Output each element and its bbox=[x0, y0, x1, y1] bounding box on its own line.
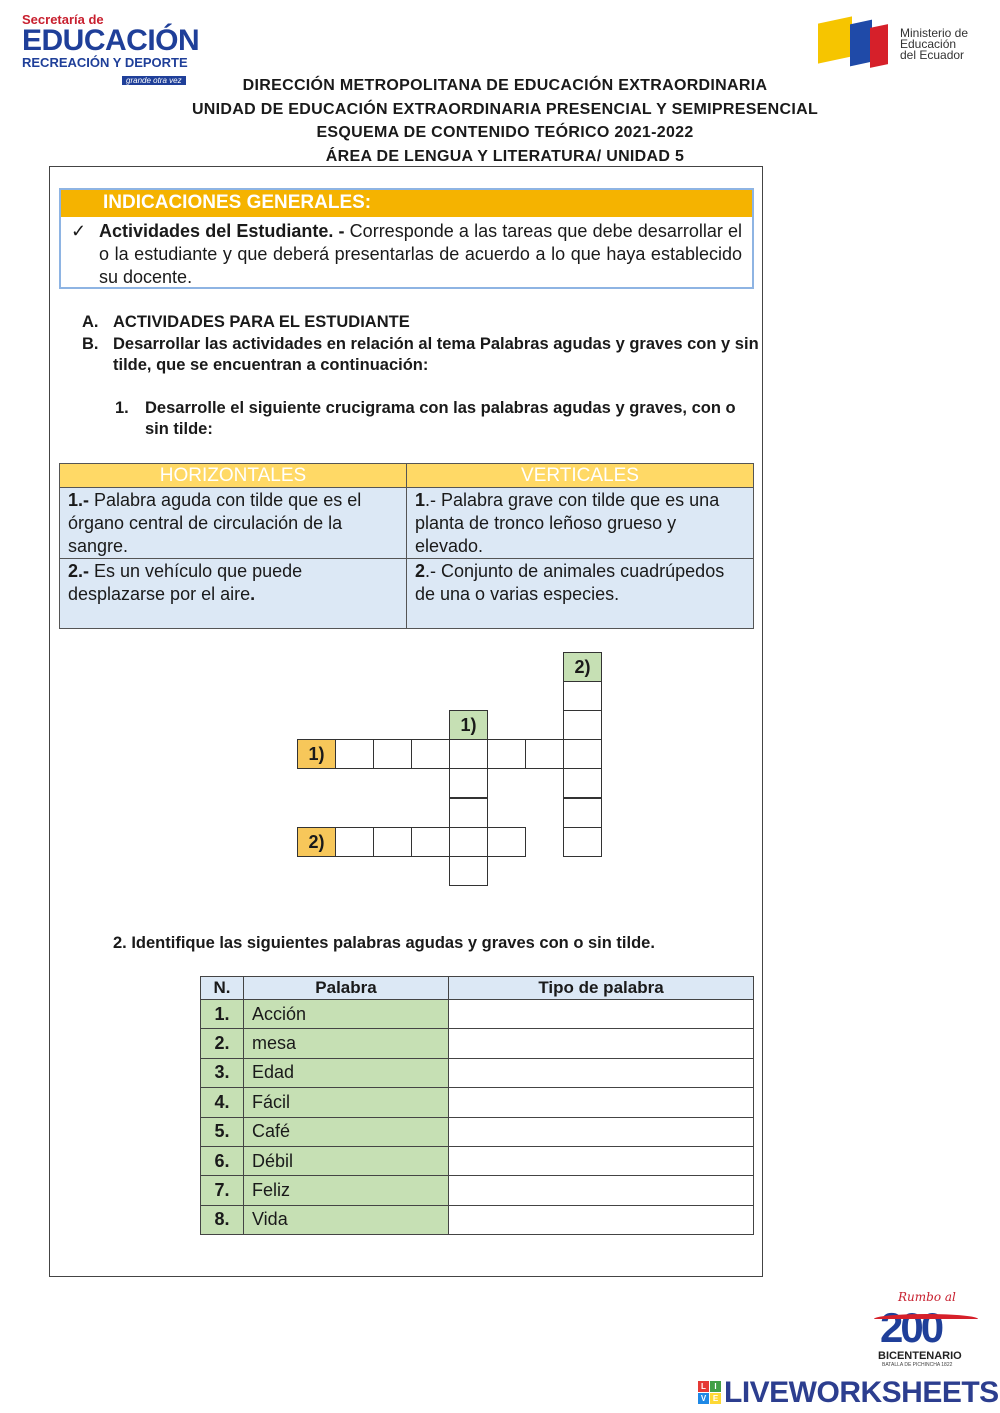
crossword-cell[interactable] bbox=[525, 739, 564, 769]
general-indications-box bbox=[59, 188, 754, 289]
crossword-cell[interactable] bbox=[449, 739, 488, 769]
header-line-1: DIRECCIÓN METROPOLITANA DE EDUCACIÓN EXTRAORDINARIA bbox=[242, 77, 768, 94]
table-row: 7. Feliz bbox=[201, 1176, 754, 1205]
section-b-text: Desarrollar las actividades en relación al tema Palabras agudas y graves con y sin tilde, que se encuentran a continuación: bbox=[113, 335, 759, 374]
clues-table bbox=[59, 463, 754, 629]
section-a: A. ACTIVIDADES PARA EL ESTUDIANTE bbox=[82, 313, 410, 331]
header-line-4: ÁREA DE LENGUA Y LITERATURA/ UNIDAD 5 bbox=[325, 147, 685, 165]
word-type-input[interactable] bbox=[449, 1000, 754, 1029]
crossword-cell[interactable] bbox=[373, 739, 412, 769]
table-row: 4. Fácil bbox=[201, 1088, 754, 1117]
question-1: 1. Desarrolle el siguiente crucigrama con las palabras agudas y graves, con o sin tilde: bbox=[115, 399, 736, 438]
logo-line-3: RECREACIÓN Y DEPORTE bbox=[22, 55, 188, 70]
header-line-3: ESQUEMA DE CONTENIDO TEÓRICO 2021-2022 bbox=[316, 124, 694, 141]
clue-horizontal-1: 1.- Palabra aguda con tilde que es el órgano central de circulación de la sangre. bbox=[60, 488, 407, 559]
logo-tagline: grande otra vez bbox=[122, 76, 186, 85]
table-row: 3. Edad bbox=[201, 1058, 754, 1087]
word-type-input[interactable] bbox=[449, 1058, 754, 1087]
crossword-cell[interactable] bbox=[335, 739, 374, 769]
crossword-cell[interactable] bbox=[449, 768, 488, 798]
crossword-cell[interactable] bbox=[449, 798, 488, 828]
crossword-cell[interactable] bbox=[373, 827, 412, 857]
word-type-input[interactable] bbox=[449, 1176, 754, 1205]
crossword-cell[interactable] bbox=[563, 739, 602, 769]
vertical-header: VERTICALES bbox=[407, 464, 754, 488]
word-type-input[interactable] bbox=[449, 1088, 754, 1117]
crossword-cell[interactable] bbox=[563, 710, 602, 740]
secretaria-educacion-logo bbox=[22, 12, 202, 85]
horizontal-header: HORIZONTALES bbox=[60, 464, 407, 488]
clue-vertical-1: 1.- Palabra grave con tilde que es una planta de tronco leñoso grueso y elevado. bbox=[407, 488, 754, 559]
col-number-header: N. bbox=[201, 977, 244, 1000]
section-b: B. Desarrollar las actividades en relación al tema Palabras agudas y graves con y sin tilde, que se encuentran a continuación: bbox=[82, 335, 759, 374]
ecuador-flag-icon bbox=[818, 20, 890, 68]
word-type-input[interactable] bbox=[449, 1029, 754, 1058]
table-row: 2. mesa bbox=[201, 1029, 754, 1058]
question-2: 2. Identifique las siguientes palabras agudas y graves con o sin tilde. bbox=[113, 934, 655, 952]
logo-line-2: EDUCACIÓN bbox=[22, 24, 200, 57]
crossword-cell[interactable] bbox=[449, 827, 488, 857]
bicentenario-logo: Rumbo al 200 BICENTENARIO BATALLA DE PICHINCHA 1822 bbox=[870, 1290, 982, 1368]
words-table bbox=[200, 976, 754, 1235]
liveworksheets-text: LIVEWORKSHEETS bbox=[724, 1376, 999, 1409]
indications-title: INDICACIONES GENERALES: bbox=[61, 190, 752, 217]
crossword-cell[interactable] bbox=[487, 827, 526, 857]
crossword-label-h2: 2) bbox=[297, 827, 336, 857]
crossword-cell[interactable] bbox=[335, 827, 374, 857]
clue-horizontal-2: 2.- Es un vehículo que puede desplazarse por el aire. bbox=[60, 559, 407, 629]
crossword-cell[interactable] bbox=[411, 739, 450, 769]
ministerio-text: Ministerio de Educación del Ecuador bbox=[900, 26, 969, 62]
table-row: 6. Débil bbox=[201, 1146, 754, 1175]
col-type-header: Tipo de palabra bbox=[449, 977, 754, 1000]
question-1-text: Desarrolle el siguiente crucigrama con las palabras agudas y graves, con o sin tilde: bbox=[145, 399, 736, 438]
liveworksheets-icon: L I V E bbox=[698, 1381, 720, 1403]
clue-vertical-2: 2.- Conjunto de animales cuadrúpedos de una o varias especies. bbox=[407, 559, 754, 629]
crossword-cell[interactable] bbox=[411, 827, 450, 857]
document-header bbox=[0, 74, 1000, 168]
logo-line-1: Secretaría de bbox=[22, 12, 104, 27]
crossword-label-v1: 1) bbox=[449, 710, 488, 740]
crossword-cell[interactable] bbox=[563, 827, 602, 857]
table-row: 5. Café bbox=[201, 1117, 754, 1146]
ministerio-educacion-logo bbox=[818, 20, 988, 72]
crossword-cell[interactable] bbox=[563, 681, 602, 711]
crossword-cell[interactable] bbox=[563, 798, 602, 828]
indications-body bbox=[61, 217, 752, 289]
crossword-cell[interactable] bbox=[487, 739, 526, 769]
table-row: 1. Acción bbox=[201, 1000, 754, 1029]
crossword-cell[interactable] bbox=[449, 856, 488, 886]
checkmark-icon: ✓ bbox=[71, 221, 87, 241]
header-line-2: UNIDAD DE EDUCACIÓN EXTRAORDINARIA PRESENCIAL Y SEMIPRESENCIAL bbox=[191, 100, 819, 118]
word-type-input[interactable] bbox=[449, 1205, 754, 1234]
word-type-input[interactable] bbox=[449, 1146, 754, 1175]
crossword-label-h1: 1) bbox=[297, 739, 336, 769]
crossword-cell[interactable] bbox=[563, 768, 602, 798]
section-a-text: ACTIVIDADES PARA EL ESTUDIANTE bbox=[113, 313, 410, 331]
table-row: 8. Vida bbox=[201, 1205, 754, 1234]
word-type-input[interactable] bbox=[449, 1117, 754, 1146]
indications-text: Corresponde a las tareas que debe desarrollar el o la estudiante y que deberá presentarlas de acuerdo a lo que haya establecido su docente. bbox=[99, 221, 742, 287]
col-word-header: Palabra bbox=[244, 977, 449, 1000]
crossword-label-v2: 2) bbox=[563, 652, 602, 682]
indications-bold: Actividades del Estudiante. - bbox=[99, 221, 345, 241]
